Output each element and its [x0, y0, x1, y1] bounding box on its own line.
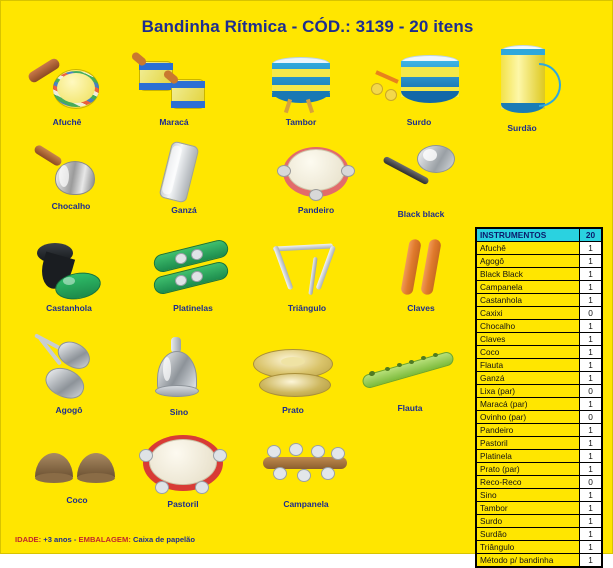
- instrument-quantity: 1: [580, 359, 602, 372]
- table-row: [477, 320, 602, 333]
- instrument-quantity: 1: [580, 463, 602, 476]
- product-prato: [243, 335, 343, 415]
- instrument-quantity: 1: [580, 450, 602, 463]
- instrument-quantity: 1: [580, 346, 602, 359]
- instrument-name: Método p/ bandinha: [477, 554, 580, 567]
- instrument-quantity: 1: [580, 268, 602, 281]
- product-label: Coco: [66, 495, 88, 505]
- product-platinelas: [145, 235, 241, 313]
- sino-image: [131, 335, 227, 405]
- table-header-row: [477, 229, 602, 242]
- product-pandeiro: [271, 141, 361, 215]
- campanela-image: [251, 437, 361, 497]
- instrument-name: Triângulo: [477, 541, 580, 554]
- instrument-name: Claves: [477, 333, 580, 346]
- table-row: [477, 476, 602, 489]
- afuche-image: [23, 53, 111, 115]
- product-label: Surdo: [406, 117, 432, 127]
- product-label: Triângulo: [287, 303, 327, 313]
- instrument-quantity: 0: [580, 411, 602, 424]
- triangulo-image: [259, 235, 355, 301]
- product-campanela: [251, 437, 361, 509]
- product-tambor: [256, 49, 346, 127]
- instrument-quantity: 1: [580, 424, 602, 437]
- instrument-name: Pastoril: [477, 437, 580, 450]
- product-label: Platinelas: [173, 303, 213, 313]
- product-label: Maracá: [159, 117, 189, 127]
- product-label: Agogô: [55, 405, 83, 415]
- table-row: [477, 515, 602, 528]
- instrument-quantity: 1: [580, 320, 602, 333]
- instrument-name: Surdão: [477, 528, 580, 541]
- product-label: Black black: [397, 209, 445, 219]
- instrument-quantity: 1: [580, 489, 602, 502]
- pandeiro-image: [271, 141, 361, 203]
- product-ganza: [141, 141, 227, 215]
- platinelas-image: [145, 235, 241, 301]
- product-surdo: [371, 49, 467, 127]
- product-surdao: [479, 41, 565, 133]
- product-label: Flauta: [397, 403, 423, 413]
- table-row: [477, 411, 602, 424]
- page-title: Bandinha Rítmica - CÓD.: 3139 - 20 itens: [141, 17, 474, 36]
- maraca-image: [131, 53, 217, 115]
- inventory-table: [475, 227, 603, 568]
- instrument-name: Surdo: [477, 515, 580, 528]
- instrument-quantity: 1: [580, 437, 602, 450]
- product-claves: [373, 235, 469, 313]
- instrument-name: Agogô: [477, 255, 580, 268]
- instrument-name: Coco: [477, 346, 580, 359]
- product-label: Surdão: [507, 123, 537, 133]
- footer-info: [15, 535, 195, 544]
- table-row: [477, 307, 602, 320]
- product-afuche: [23, 53, 111, 127]
- black-black-image: [373, 141, 469, 207]
- age-value: +3 anos -: [43, 535, 77, 544]
- agogo-image: [19, 335, 119, 403]
- table-row: [477, 346, 602, 359]
- claves-image: [373, 235, 469, 301]
- instrument-quantity: 0: [580, 307, 602, 320]
- instrument-quantity: 1: [580, 242, 602, 255]
- product-label: Pastoril: [167, 499, 199, 509]
- table-row: [477, 359, 602, 372]
- product-black-black: [373, 141, 469, 219]
- coco-image: [29, 441, 125, 493]
- instrument-quantity: 1: [580, 398, 602, 411]
- flauta-image: [355, 341, 465, 401]
- prato-image: [243, 335, 343, 403]
- product-castanhola: [21, 239, 117, 313]
- table-row: [477, 424, 602, 437]
- instrument-quantity: 0: [580, 476, 602, 489]
- product-sino: [131, 335, 227, 417]
- instrument-name: Platinela: [477, 450, 580, 463]
- instrument-quantity: 1: [580, 281, 602, 294]
- table-row: [477, 554, 602, 567]
- instrument-name: Ganzá: [477, 372, 580, 385]
- product-agogo: [19, 335, 119, 415]
- product-triangulo: [259, 235, 355, 313]
- instrument-name: Maracá (par): [477, 398, 580, 411]
- instrument-quantity: 1: [580, 528, 602, 541]
- product-flauta: [355, 341, 465, 413]
- product-label: Sino: [169, 407, 189, 417]
- product-coco: [29, 441, 125, 505]
- instrument-name: Castanhola: [477, 294, 580, 307]
- packaging-label: EMBALAGEM:: [78, 535, 131, 544]
- instrument-quantity: 1: [580, 333, 602, 346]
- instrument-quantity: 1: [580, 372, 602, 385]
- castanhola-image: [21, 239, 117, 301]
- instrument-name: Caxixi: [477, 307, 580, 320]
- table-row: [477, 281, 602, 294]
- product-label: Afuchê: [52, 117, 82, 127]
- table-row: [477, 385, 602, 398]
- chocalho-image: [29, 145, 113, 199]
- table-row: [477, 463, 602, 476]
- instrument-name: Afuchê: [477, 242, 580, 255]
- column-header-quantity: 20: [580, 229, 602, 242]
- table-row: [477, 502, 602, 515]
- instrument-quantity: 1: [580, 541, 602, 554]
- table-row: [477, 268, 602, 281]
- table-row: [477, 489, 602, 502]
- table-row: [477, 450, 602, 463]
- product-label: Tambor: [285, 117, 317, 127]
- surdo-image: [371, 49, 467, 115]
- instrument-name: Black Black: [477, 268, 580, 281]
- age-label: IDADE:: [15, 535, 42, 544]
- product-pastoril: [129, 427, 237, 509]
- table-row: [477, 398, 602, 411]
- tambor-image: [256, 49, 346, 115]
- instrument-name: Sino: [477, 489, 580, 502]
- product-chocalho: [29, 145, 113, 211]
- pastoril-image: [129, 427, 237, 497]
- table-row: [477, 528, 602, 541]
- instrument-name: Tambor: [477, 502, 580, 515]
- product-label: Prato: [282, 405, 304, 415]
- product-label: Chocalho: [51, 201, 91, 211]
- instrument-quantity: 1: [580, 502, 602, 515]
- instrument-name: Campanela: [477, 281, 580, 294]
- table-row: [477, 372, 602, 385]
- instrument-name: Pandeiro: [477, 424, 580, 437]
- instrument-quantity: 1: [580, 515, 602, 528]
- product-label: Claves: [407, 303, 435, 313]
- instrument-quantity: 1: [580, 554, 602, 567]
- table-row: [477, 541, 602, 554]
- instrument-name: Lixa (par): [477, 385, 580, 398]
- packaging-value: Caixa de papelão: [132, 535, 196, 544]
- ganza-image: [141, 141, 227, 203]
- instrument-name: Chocalho: [477, 320, 580, 333]
- instrument-name: Reco-Reco: [477, 476, 580, 489]
- product-label: Campanela: [283, 499, 329, 509]
- product-label: Castanhola: [46, 303, 92, 313]
- surdao-image: [479, 41, 565, 121]
- table-row: [477, 255, 602, 268]
- instrument-name: Flauta: [477, 359, 580, 372]
- table-row: [477, 242, 602, 255]
- instrument-name: Ovinho (par): [477, 411, 580, 424]
- table-row: [477, 294, 602, 307]
- product-label: Pandeiro: [297, 205, 335, 215]
- instrument-quantity: 1: [580, 294, 602, 307]
- instrument-name: Prato (par): [477, 463, 580, 476]
- table-row: [477, 437, 602, 450]
- column-header-instruments: INSTRUMENTOS: [477, 229, 580, 242]
- product-label: Ganzá: [171, 205, 197, 215]
- instrument-quantity: 0: [580, 385, 602, 398]
- table-row: [477, 333, 602, 346]
- instrument-quantity: 1: [580, 255, 602, 268]
- product-maraca: [131, 53, 217, 127]
